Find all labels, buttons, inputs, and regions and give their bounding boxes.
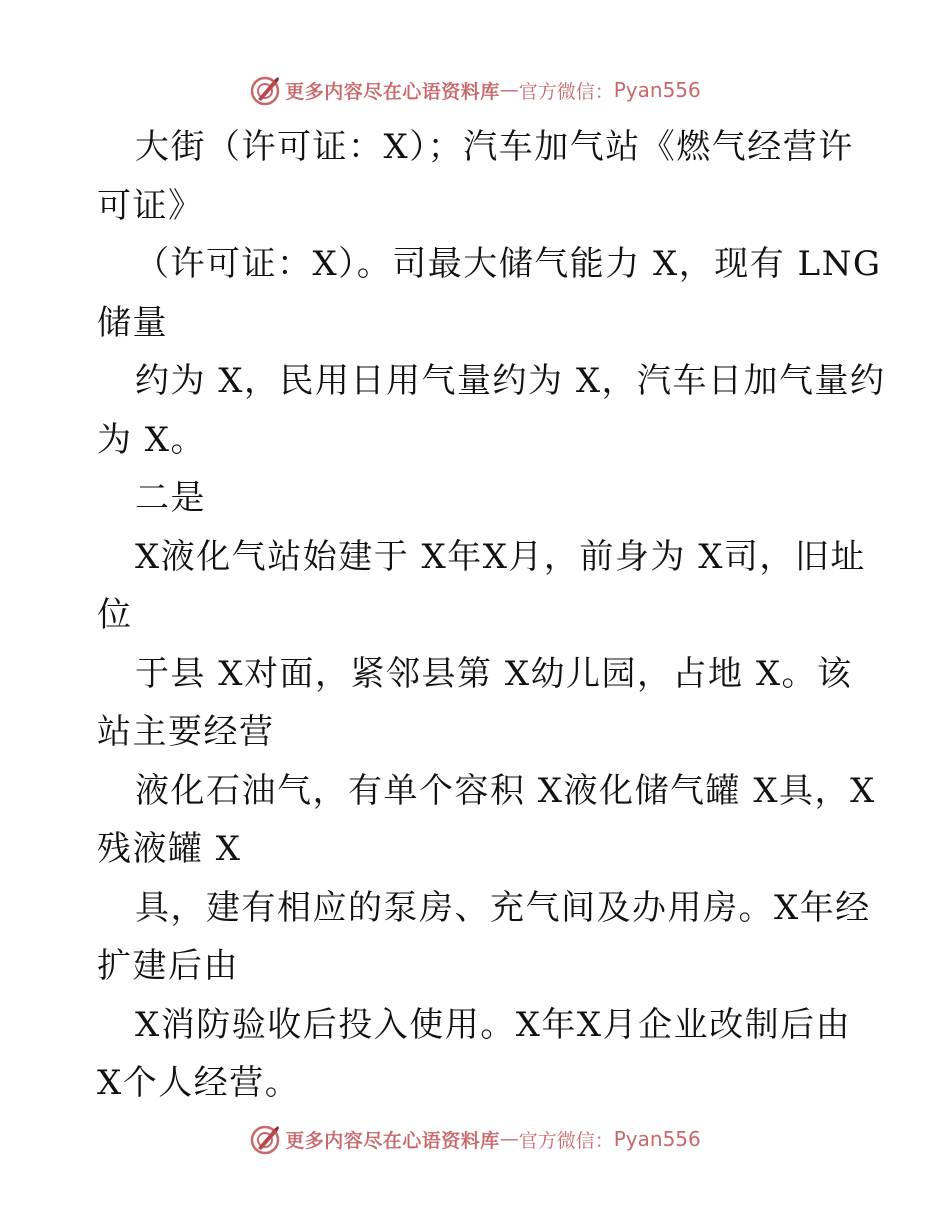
banner-dash: —	[499, 1128, 519, 1150]
text-line: X液化气站始建于 X年X月，前身为 X司，旧址	[135, 536, 866, 577]
text-line: 位	[97, 595, 133, 635]
footer-banner	[0, 1119, 950, 1159]
text-line: 站主要经营	[97, 712, 275, 752]
text-line: 于县 X对面，紧邻县第 X幼儿园，占地 X。该	[135, 653, 853, 694]
header-banner	[0, 70, 950, 110]
text-line: X消防验收后投入使用。X年X月企业改制后由	[135, 1004, 852, 1045]
text-line: 大街（许可证：X）；汽车加气站《燃气经营许	[135, 127, 854, 167]
text-line: 可证》	[97, 185, 204, 226]
text-line: X个人经营。	[97, 1063, 301, 1103]
text-line: 二是	[135, 478, 206, 518]
text-line: 具，建有相应的泵房、充气间及办用房。X年经	[135, 887, 871, 928]
banner-wechat-label: 官方微信：	[518, 80, 614, 103]
banner-brand-text: 更多内容尽在心语资料库	[285, 1129, 500, 1152]
text-line: 残液罐 X	[97, 829, 242, 869]
banner-brand-text: 更多内容尽在心语资料库	[285, 80, 500, 103]
text-line: （许可证：X）。司最大储气能力 X，现有 LNG	[135, 244, 882, 284]
banner-dash: —	[499, 79, 519, 101]
banner-wechat-id: Pyan556	[613, 1127, 701, 1151]
text-line: 扩建后由	[97, 946, 239, 986]
banner-wechat-id: Pyan556	[613, 78, 701, 102]
text-line: 液化石油气，有单个容积 X液化储气罐 X具，X	[135, 770, 876, 811]
banner-wechat-label: 官方微信：	[518, 1129, 614, 1152]
body-text	[97, 118, 886, 1113]
pen-logo-icon	[249, 1123, 281, 1155]
text-line: 为 X。	[97, 419, 207, 460]
pen-logo-icon	[249, 74, 281, 106]
text-line: 储量	[97, 302, 168, 343]
text-line: 约为 X，民用日用气量约为 X，汽车日加气量约	[135, 361, 886, 401]
